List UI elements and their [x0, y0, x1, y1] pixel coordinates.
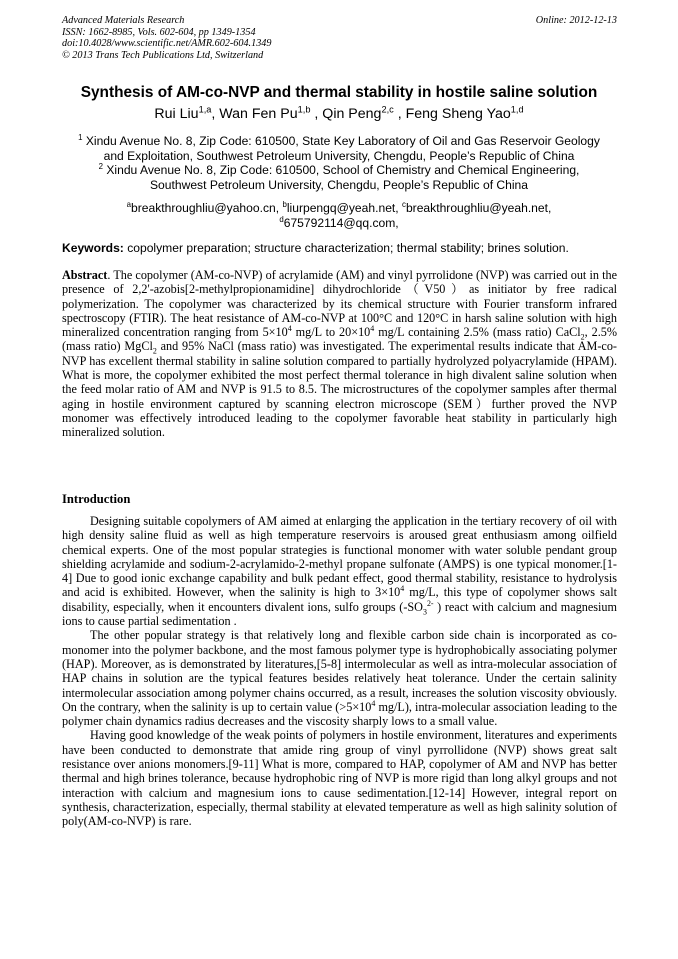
email-marker: c [402, 199, 406, 209]
subscript: 2 [580, 332, 585, 342]
author-name: Rui Liu [154, 106, 199, 122]
intro-text: mg/L, this type of copolymer shows salt disability, especially, when it encounters divalent ions, sulfo groups (-SO [62, 585, 617, 614]
issn-line: ISSN: 1662-8985, Vols. 602-604, pp 1349-1354 [62, 26, 256, 38]
affiliation-text: and Exploitation, Southwest Petroleum University, Chengdu, People’s Republic of China [103, 148, 575, 163]
doi-line: doi:10.4028/www.scientific.net/AMR.602-604.1349 [62, 38, 272, 50]
affiliation-text: Xindu Avenue No. 8, Zip Code: 610500, State Key Laboratory of Oil and Gas Reservoir Geology [85, 134, 600, 148]
exponent: 4 [370, 324, 375, 334]
abstract-paragraph [62, 268, 617, 440]
email-block [40, 201, 638, 230]
keywords-text: copolymer preparation; structure characterization; thermal stability; brines solution. [127, 241, 569, 255]
paper-title: Synthesis of AM-co-NVP and thermal stability in hostile saline solution [80, 84, 598, 101]
email-link[interactable]: breakthroughliu@yahoo.cn, [131, 201, 280, 215]
intro-text: mg/L), intra-molecular association leading to the polymer chain dynamics radius decreases and the viscosity sharply lows to a small value. [62, 699, 617, 729]
section-heading-introduction: Introduction [62, 492, 131, 506]
abstract-text: . The copolymer (AM-co-NVP) of acrylamide (AM) and vinyl pyrrolidone (NVP) was carried out in the presence of 2,2'-azobis[2-methylpropionamidine] dihydrochloride（V50）as initiator by free radical polymerization. The copolymer was characterized by its chemical structure with Fourier transform infrared spectroscopy (FTIR). The heat resistance of AM-co-NVP at 100°C and 120°C in harsh saline solution with high mineralized concentration ranging from 5×10 [62, 268, 617, 340]
intro-paragraph-2 [62, 628, 617, 728]
author-list: Rui Liu$^{1,a}$, Wan Fen Pu$^{1,b}$ , Qin Peng$^{2,c}$ , Feng Sheng Yao$^{1,d}$ [154, 104, 524, 122]
affiliation-text: Xindu Avenue No. 8, Zip Code: 610500, School of Chemistry and Chemical Engineering, [106, 163, 580, 177]
author-name: Feng Sheng Yao [405, 106, 511, 122]
exponent: 4 [400, 584, 405, 594]
email-link[interactable]: breakthroughliu@yeah.net, [405, 201, 552, 215]
journal-header [62, 15, 617, 61]
intro-text: ) react with calcium and magnesium ions to cause partial sedimentation . [62, 599, 617, 629]
affiliation-number: 2 [98, 161, 103, 171]
subscript: 2 [152, 346, 157, 356]
email-link[interactable]: liurpengq@yeah.net, [286, 201, 399, 215]
abstract-text: mg/L to 20×10 [291, 325, 371, 340]
author-affil: 1,a [198, 104, 212, 115]
author-affil: 1,d [510, 104, 524, 115]
email-link[interactable]: 675792114@qq.com, [283, 215, 399, 230]
intro-paragraph-3: Having good knowledge of the weak points of polymers in hostile environment, literatures and experiments have been conducted to demonstrate that amide ring group of vinyl pyrrollidone (NVP) shows great salt resistance over anions monomers.[9-11] What is more, compared to HAP, copolymer of AM and NVP has better thermal and high brines tolerance, because hydrophobic ring of NVP is more rigid than long alkyl groups and not interaction with calcium and magnesium ions to cause sedimentation.[12-14] However, integral report on synthesis, characterization, especially, thermal stability at elevated temperature as well as high salinity solution of poly(AM-co-NVP) is rare. [62, 728, 617, 829]
author-name: Qin Peng [322, 106, 382, 122]
email-marker: b [282, 199, 287, 209]
superscript: 2- [426, 598, 434, 608]
subscript: 3 [422, 607, 427, 617]
email-marker: a [126, 199, 131, 209]
author-affil: 1,b [297, 104, 311, 115]
intro-paragraph-1 [62, 514, 617, 628]
keywords-line [62, 241, 617, 255]
exponent: 4 [287, 324, 292, 334]
journal-name: Advanced Materials Research [62, 15, 185, 26]
intro-text: Designing suitable copolymers of AM aimed at enlarging the application in the tertiary recovery of oil with high density saline fluid as well as high temperature reservoirs is aroused great enthusiasm among oilfield chemical experts. One of the most popular strategies is functional monomer with water soluble pendant group shielding acrylamide and sodium-2-acrylamido-2-methyl propane sulfonate (AMPS) is one typical monomer.[1-4] Due to good ionic exchange capability and bulk pedant effect, good thermal stability, resistance to hydrolysis and acid is exhibited. However, when the salinity is high to 3×10 [62, 514, 617, 600]
abstract-text: and 95% NaCl (mass ratio) was investigated. The experimental results indicate that AM-co-NVP has excellent thermal stability in saline solution compared to partially hydrolyzed polyacrylamide (HPAM). What is more, the copolymer exhibited the most perfect thermal tolerance in high divalent saline solution when the feed molar ratio of AM and NVP is 91.5 to 8.5. The microstructures of the copolymer samples after thermal aging in hostile environment captured by scanning electron microscope (SEM）further proved the NVP monomer was effectively introduced leading to the copolymer favorable heat stability in particularly high mineralized solution. [62, 339, 617, 440]
affiliation-1 [40, 134, 638, 163]
online-date: Online: 2012-12-13 [535, 15, 617, 26]
affiliation-2 [40, 163, 638, 192]
email-marker: d [279, 214, 284, 224]
abstract-label: Abstract [62, 268, 108, 282]
abstract-text: , 2.5% (mass ratio) MgCl [62, 325, 617, 354]
copyright-line: © 2013 Trans Tech Publications Ltd, Switzerland [62, 49, 264, 61]
introduction-body [62, 514, 617, 829]
author-name: Wan Fen Pu [219, 106, 298, 122]
author-affil: 2,c [381, 104, 394, 115]
affiliation-text: Southwest Petroleum University, Chengdu, People’s Republic of China [149, 177, 529, 192]
keywords-label: Keywords: [62, 241, 124, 255]
intro-text: The other popular strategy is that relatively long and flexible carbon side chain is incorporated as co-monomer into the polymer backbone, and the most famous polymer type is hydrophobically associating polymer (HAP). Moreover, as is demonstrated by literatures,[5-8] intermolecular as well as intra-molecular association of HAP chains in solution are the typical features besides relatively heat tolerance. Under the certain salinity intermolecular association among polymer chains occurred, as a result, increases the solution viscosity obviously. On the contrary, when the salinity is up to certain value (>5×10 [62, 628, 617, 714]
abstract-text: mg/L containing 2.5% (mass ratio) CaCl [374, 325, 581, 340]
affiliation-number: 1 [78, 132, 83, 142]
exponent: 4 [371, 698, 376, 708]
